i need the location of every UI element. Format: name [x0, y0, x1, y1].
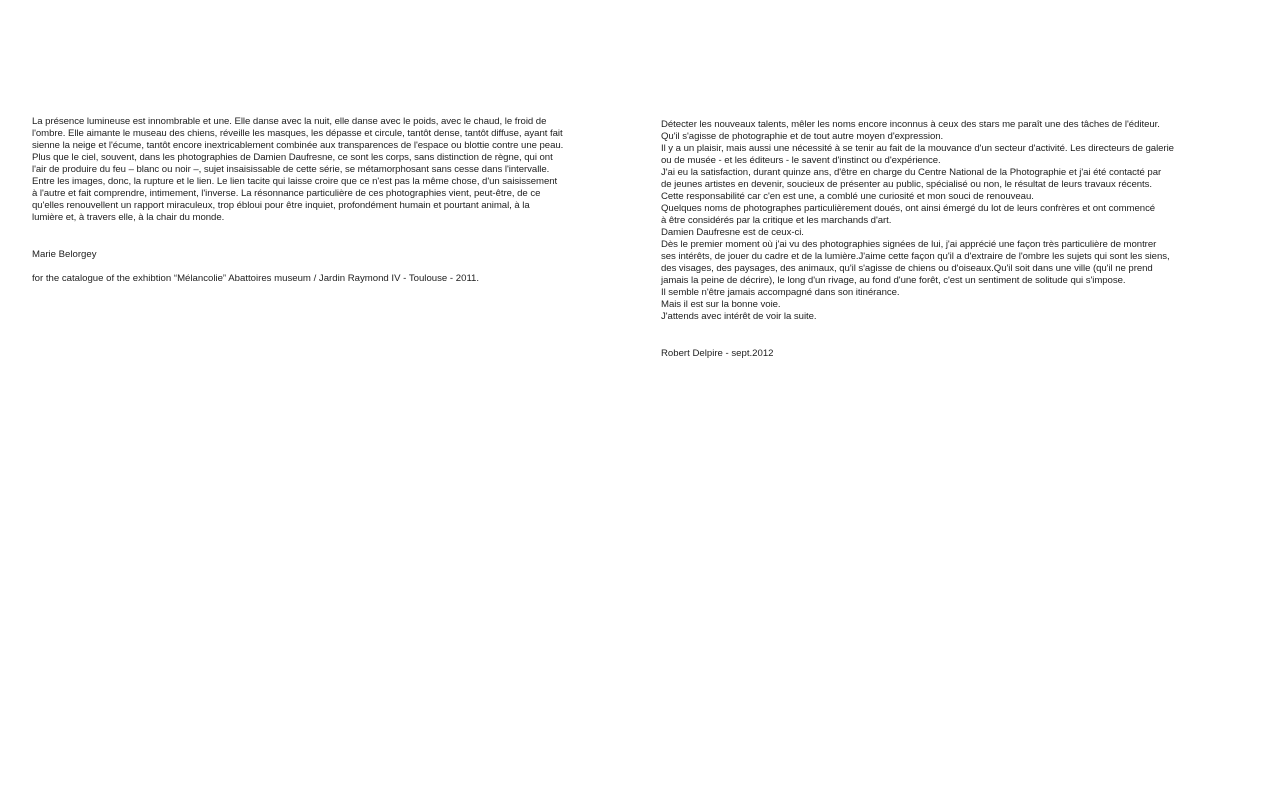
text-line: jamais la peine de décrire), le long d'un rivage, au fond d'une forêt, c'est un sentiment de solitude qui s'impose.: [661, 275, 1126, 286]
text-line: Plus que le ciel, souvent, dans les photographies de Damien Daufresne, ce sont les corps, sans distinction de règne, qui ont: [32, 152, 553, 163]
text-line: Mais il est sur la bonne voie.: [661, 299, 781, 310]
text-line: Il y a un plaisir, mais aussi une nécessité à se tenir au fait de la mouvance d'un secteur d'activité. Les directeurs de galerie: [661, 143, 1174, 154]
right-paragraph: [661, 119, 1221, 323]
left-author: Marie Belorgey: [32, 249, 97, 260]
text-line: à l'autre et fait comprendre, intimement, l'inverse. La résonnance particulière de ces photographies vient, peut-être, de ce: [32, 188, 541, 199]
text-line: Détecter les nouveaux talents, mêler les noms encore inconnus à ceux des stars me paraît une des tâches de l'éditeur.: [661, 119, 1160, 130]
text-line: J'ai eu la satisfaction, durant quinze ans, d'être en charge du Centre National de la Photographie et j'ai été contacté par: [661, 167, 1162, 178]
exhibition-note: for the catalogue of the exhibtion “Mélancolie” Abattoires museum / Jardin Raymond IV - Toulouse - 2011.: [32, 273, 480, 284]
left-text-column: [32, 116, 572, 224]
text-line: Dès le premier moment où j'ai vu des photographies signées de lui, j'ai apprécié une façon très particulière de montrer: [661, 239, 1157, 250]
text-line: La présence lumineuse est innombrable et une. Elle danse avec la nuit, elle danse avec le poids, avec le chaud, le froid de: [32, 116, 547, 127]
text-line: ou de musée - et les éditeurs - le savent d'instinct ou d'expérience.: [661, 155, 941, 166]
text-line: Quelques noms de photographes particulièrement doués, ont ainsi émergé du lot de leurs confrères et ont commencé: [661, 203, 1156, 214]
text-line: l'ombre. Elle aimante le museau des chiens, réveille les masques, les dépasse et circule, tantôt dense, tantôt diffuse, ayant fait: [32, 128, 563, 139]
text-line: lumière et, à travers elle, à la chair du monde.: [32, 212, 225, 223]
text-line: à être considérés par la critique et les marchands d'art.: [661, 215, 892, 226]
text-line: des visages, des paysages, des animaux, qu'il s'agisse de chiens ou d'oiseaux.Qu'il soit dans une ville (qu'il ne prend: [661, 263, 1153, 274]
text-line: Entre les images, donc, la rupture et le lien. Le lien tacite qui laisse croire que ce n'est pas la même chose, d'un saisissement: [32, 176, 558, 187]
text-line: qu'elles renouvellent un rapport miraculeux, trop ébloui pour être inquiet, profondément humain et pourtant animal, à la: [32, 200, 530, 211]
right-text-column: [661, 119, 1221, 323]
text-line: Il semble n'être jamais accompagné dans son itinérance.: [661, 287, 900, 298]
text-line: Damien Daufresne est de ceux-ci.: [661, 227, 804, 238]
text-line: Cette responsabilité car c'en est une, a comblé une curiosité et mon souci de renouveau.: [661, 191, 1034, 202]
text-line: ses intérêts, de jouer du cadre et de la lumière.J'aime cette façon qu'il a d'extraire de l'ombre les sujets qui sont les siens,: [661, 251, 1170, 262]
text-line: l'air de produire du feu – blanc ou noir –, sujet insaisissable de cette série, se métamorphosant sans cesse dans l'intervalle.: [32, 164, 550, 175]
text-line: J'attends avec intérêt de voir la suite.: [661, 311, 817, 322]
text-line: sienne la neige et l'écume, tantôt encore inextricablement combinée aux transparences de l'espace ou blottie contre une peau.: [32, 140, 564, 151]
right-author: Robert Delpire - sept.2012: [661, 348, 774, 359]
left-paragraph: [32, 116, 572, 224]
text-line: de jeunes artistes en devenir, soucieux de présenter au public, spécialisé ou non, le résultat de leurs travaux récents.: [661, 179, 1153, 190]
text-line: Qu'il s'agisse de photographie et de tout autre moyen d'expression.: [661, 131, 944, 142]
